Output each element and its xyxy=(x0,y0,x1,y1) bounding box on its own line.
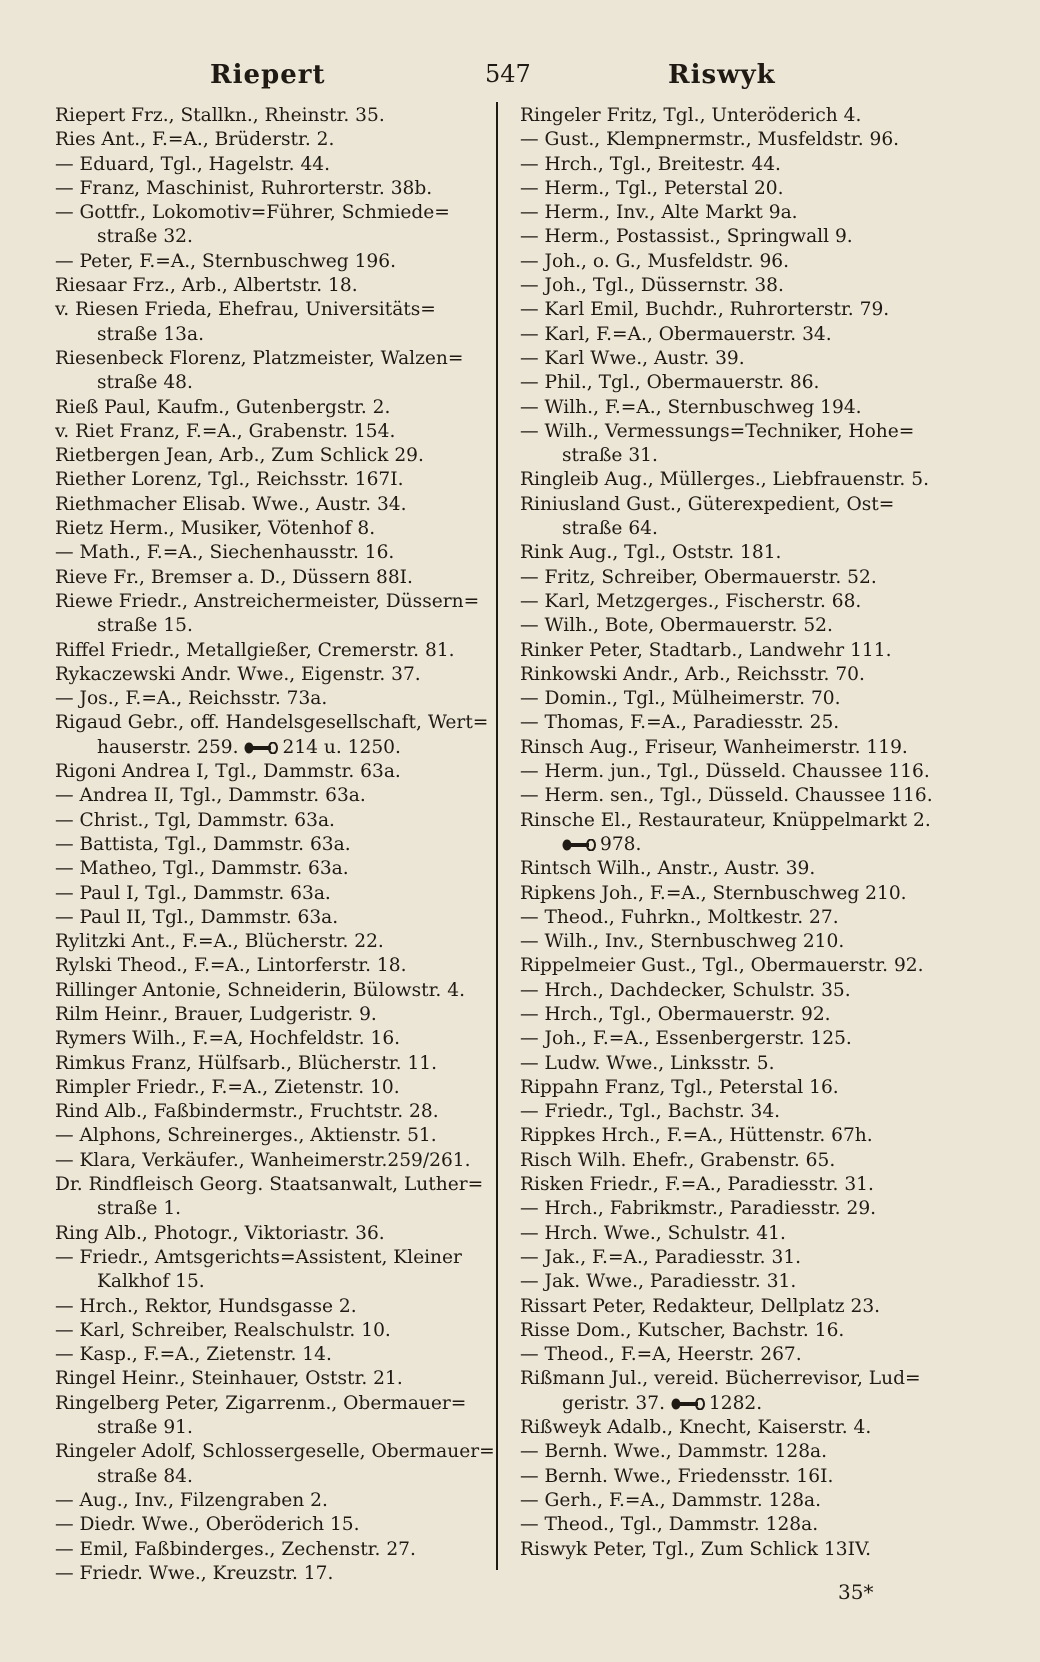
entry-text: Risch Wilh. Ehefr., Grabenstr. 65. xyxy=(520,1149,836,1171)
directory-entry-line xyxy=(55,1246,485,1270)
directory-entry-line xyxy=(520,1124,950,1148)
telephone-number: 978. xyxy=(600,833,642,855)
entry-text: Rykaczewski Andr. Wwe., Eigenstr. 37. xyxy=(55,663,421,685)
directory-entry-line xyxy=(55,1149,485,1173)
entry-text: — Jos., F.=A., Reichsstr. 73a. xyxy=(55,688,328,710)
entry-text: Riepert Frz., Stallkn., Rheinstr. 35. xyxy=(55,105,385,126)
directory-entry-line xyxy=(520,1538,950,1562)
directory-entry-line xyxy=(55,1465,485,1489)
entry-text: — Herm., Inv., Alte Markt 9a. xyxy=(520,202,798,224)
directory-entry-line xyxy=(55,809,485,833)
directory-entry-line xyxy=(520,1270,950,1294)
directory-entry-line xyxy=(55,225,485,249)
directory-entry-line xyxy=(520,371,950,395)
entry-text: Riether Lorenz, Tgl., Reichsstr. 167I. xyxy=(55,469,404,491)
entry-text: Rymers Wilh., F.=A, Hochfeldstr. 16. xyxy=(55,1028,401,1050)
entry-text: — Bernh. Wwe., Dammstr. 128a. xyxy=(520,1441,828,1463)
entry-text: — Thomas, F.=A., Paradiesstr. 25. xyxy=(520,712,840,734)
directory-entry-line xyxy=(520,517,950,541)
entry-text: Ringeler Adolf, Schlossergeselle, Obermauer= xyxy=(55,1441,495,1463)
directory-entry-line xyxy=(520,1489,950,1513)
entry-text: Riesenbeck Florenz, Platzmeister, Walzen= xyxy=(55,347,464,369)
directory-entry-line xyxy=(55,371,485,395)
entry-text: — Domin., Tgl., Mülheimerstr. 70. xyxy=(520,688,841,710)
directory-entry-line xyxy=(55,128,485,152)
entry-text: — Herm., Postassist., Springwall 9. xyxy=(520,226,853,248)
entry-text: — Paul II, Tgl., Dammstr. 63a. xyxy=(55,906,339,928)
entry-text: — Karl Wwe., Austr. 39. xyxy=(520,347,745,369)
entry-text: Ringelberg Peter, Zigarrenm., Obermauer= xyxy=(55,1392,467,1414)
directory-entry-line xyxy=(55,444,485,468)
directory-entry-line xyxy=(55,760,485,784)
directory-entry-line xyxy=(520,906,950,930)
telephone-icon xyxy=(671,1398,705,1410)
entry-text: — Hrch., Tgl., Breitestr. 44. xyxy=(520,153,781,175)
directory-entry-line xyxy=(55,1489,485,1513)
telephone-icon xyxy=(244,742,278,754)
entry-text: — Eduard, Tgl., Hagelstr. 44. xyxy=(55,153,331,175)
directory-entry-line xyxy=(520,1367,950,1391)
entry-text: straße 32. xyxy=(97,226,193,248)
entry-text: — Emil, Faßbinderges., Zechenstr. 27. xyxy=(55,1538,416,1560)
entry-text: Ringleib Aug., Müllerges., Liebfrauenstr. 5. xyxy=(520,469,929,491)
entry-text: — Friedr., Amtsgerichts=Assistent, Kleiner xyxy=(55,1246,462,1268)
entry-text: — Aug., Inv., Filzengraben 2. xyxy=(55,1489,328,1511)
footer-signature: 35* xyxy=(838,1580,874,1604)
directory-entry-line xyxy=(520,396,950,420)
directory-entry-line xyxy=(520,833,950,857)
directory-entry-line xyxy=(520,566,950,590)
entry-text: Rylski Theod., F.=A., Lintorferstr. 18. xyxy=(55,955,407,977)
directory-entry-line xyxy=(520,639,950,663)
entry-text: — Hrch., Fabrikmstr., Paradiesstr. 29. xyxy=(520,1198,877,1220)
entry-text: Rissart Peter, Redakteur, Dellplatz 23. xyxy=(520,1295,881,1317)
entry-text: — Joh., Tgl., Düssernstr. 38. xyxy=(520,275,784,297)
entry-text: — Gust., Klempnermstr., Musfeldstr. 96. xyxy=(520,129,900,151)
right-column xyxy=(520,104,950,1562)
page-number: 547 xyxy=(485,60,531,88)
directory-entry-line xyxy=(520,1173,950,1197)
entry-text: straße 91. xyxy=(97,1417,193,1439)
directory-entry-line xyxy=(55,930,485,954)
entry-text: Rillinger Antonie, Schneiderin, Bülowstr. 4. xyxy=(55,979,465,1001)
directory-entry-line xyxy=(520,493,950,517)
entry-text: — Hrch., Tgl., Obermauerstr. 92. xyxy=(520,1003,831,1025)
directory-entry-line xyxy=(520,298,950,322)
entry-text: Rigaud Gebr., off. Handelsgesellschaft, Wert= xyxy=(55,712,489,734)
directory-entry-line xyxy=(55,250,485,274)
entry-text: Rylitzki Ant., F.=A., Blücherstr. 22. xyxy=(55,931,384,953)
entry-text: — Jak., F.=A., Paradiesstr. 31. xyxy=(520,1246,802,1268)
directory-entry-line xyxy=(55,687,485,711)
header-right-keyword: Riswyk xyxy=(668,60,776,90)
directory-entry-line xyxy=(520,1416,950,1440)
directory-entry-line xyxy=(55,906,485,930)
entry-text: — Joh., o. G., Musfeldstr. 96. xyxy=(520,250,790,272)
entry-text: — Wilh., Bote, Obermauerstr. 52. xyxy=(520,615,833,637)
directory-entry-line xyxy=(520,1440,950,1464)
directory-entry-line xyxy=(520,1465,950,1489)
directory-entry-line xyxy=(55,784,485,808)
entry-text: Riesaar Frz., Arb., Albertstr. 18. xyxy=(55,275,358,297)
directory-entry-line xyxy=(520,1027,950,1051)
directory-entry-line xyxy=(55,1052,485,1076)
directory-entry-line xyxy=(55,1197,485,1221)
directory-entry-line xyxy=(520,590,950,614)
directory-entry-line xyxy=(55,517,485,541)
directory-entry-line xyxy=(55,979,485,1003)
entry-text: straße 13a. xyxy=(97,323,204,345)
entry-text: Rietbergen Jean, Arb., Zum Schlick 29. xyxy=(55,445,424,467)
entry-text: — Bernh. Wwe., Friedensstr. 16I. xyxy=(520,1465,834,1487)
entry-text: — Andrea II, Tgl., Dammstr. 63a. xyxy=(55,785,366,807)
entry-text: Rilm Heinr., Brauer, Ludgeristr. 9. xyxy=(55,1003,377,1025)
entry-text: — Phil., Tgl., Obermauerstr. 86. xyxy=(520,372,820,394)
entry-text: straße 1. xyxy=(97,1198,182,1220)
directory-entry-line xyxy=(520,1343,950,1367)
directory-entry-line xyxy=(520,784,950,808)
directory-entry-line xyxy=(520,104,950,128)
column-divider xyxy=(496,102,498,1570)
directory-entry-line xyxy=(520,1222,950,1246)
directory-entry-line xyxy=(55,736,485,760)
directory-entry-line xyxy=(55,201,485,225)
entry-text: straße 31. xyxy=(562,445,658,467)
entry-text: Rippahn Franz, Tgl., Peterstal 16. xyxy=(520,1076,839,1098)
entry-text: Kalkhof 15. xyxy=(97,1271,205,1293)
entry-text: — Matheo, Tgl., Dammstr. 63a. xyxy=(55,858,349,880)
entry-text: — Klara, Verkäufer., Wanheimerstr.259/261. xyxy=(55,1149,471,1171)
entry-text: Riewe Friedr., Anstreichermeister, Düssern= xyxy=(55,590,480,612)
directory-entry-line xyxy=(55,1270,485,1294)
directory-entry-line xyxy=(520,1003,950,1027)
entry-text: — Karl, Schreiber, Realschulstr. 10. xyxy=(55,1319,391,1341)
entry-text: — Ludw. Wwe., Linksstr. 5. xyxy=(520,1052,775,1074)
directory-entry-line xyxy=(55,857,485,881)
directory-entry-line xyxy=(520,663,950,687)
entry-text: Rietz Herm., Musiker, Vötenhof 8. xyxy=(55,518,376,540)
entry-text: Dr. Rindfleisch Georg. Staatsanwalt, Luther= xyxy=(55,1174,484,1196)
directory-entry-line xyxy=(520,687,950,711)
directory-entry-line xyxy=(55,711,489,735)
entry-text: — Theod., Fuhrkn., Moltkestr. 27. xyxy=(520,906,839,928)
directory-entry-line xyxy=(520,420,950,444)
entry-text: — Hrch., Dachdecker, Schulstr. 35. xyxy=(520,979,851,1001)
directory-entry-line xyxy=(55,1392,485,1416)
entry-text: — Battista, Tgl., Dammstr. 63a. xyxy=(55,833,351,855)
entry-text: — Theod., Tgl., Dammstr. 128a. xyxy=(520,1514,819,1536)
directory-entry-line xyxy=(55,833,485,857)
directory-entry-line xyxy=(55,614,485,638)
entry-text: straße 84. xyxy=(97,1465,193,1487)
directory-entry-line xyxy=(520,809,950,833)
entry-text: — Wilh., F.=A., Sternbuschweg 194. xyxy=(520,396,862,418)
entry-text: v. Riet Franz, F.=A., Grabenstr. 154. xyxy=(55,420,396,442)
directory-entry-line xyxy=(55,298,485,322)
directory-entry-line xyxy=(520,153,950,177)
directory-entry-line xyxy=(55,1562,485,1586)
directory-entry-line xyxy=(520,857,950,881)
directory-entry-line xyxy=(520,1295,950,1319)
directory-entry-line xyxy=(520,250,950,274)
entry-text: straße 48. xyxy=(97,372,193,394)
directory-entry-line xyxy=(55,468,485,492)
directory-entry-line xyxy=(520,201,950,225)
directory-entry-line xyxy=(55,1513,485,1537)
directory-entry-line xyxy=(520,1197,950,1221)
directory-entry-line xyxy=(520,882,950,906)
entry-text: — Jak. Wwe., Paradiesstr. 31. xyxy=(520,1271,797,1293)
directory-entry-line xyxy=(55,1440,495,1464)
directory-entry-line xyxy=(520,954,950,978)
directory-entry-line xyxy=(520,736,950,760)
entry-text: Rink Aug., Tgl., Oststr. 181. xyxy=(520,542,782,564)
directory-entry-line xyxy=(520,274,950,298)
directory-entry-line xyxy=(520,541,950,565)
entry-text: Risse Dom., Kutscher, Bachstr. 16. xyxy=(520,1319,845,1341)
entry-text: — Diedr. Wwe., Oberöderich 15. xyxy=(55,1514,360,1536)
entry-text: — Gerh., F.=A., Dammstr. 128a. xyxy=(520,1489,822,1511)
telephone-number: 1282. xyxy=(708,1392,763,1414)
directory-entry-line xyxy=(55,274,485,298)
directory-entry-line xyxy=(520,1513,950,1537)
entry-text: — Theod., F.=A, Heerstr. 267. xyxy=(520,1344,802,1366)
directory-entry-line xyxy=(520,614,950,638)
entry-text: Rimpler Friedr., F.=A., Zietenstr. 10. xyxy=(55,1076,400,1098)
directory-entry-line xyxy=(55,1295,485,1319)
directory-entry-line xyxy=(520,1246,950,1270)
entry-text: — Karl, Metzgerges., Fischerstr. 68. xyxy=(520,590,862,612)
entry-text: Rieve Fr., Bremser a. D., Düssern 88I. xyxy=(55,566,413,588)
directory-entry-line xyxy=(520,1392,950,1416)
entry-text: — Fritz, Schreiber, Obermauerstr. 52. xyxy=(520,566,877,588)
directory-entry-line xyxy=(55,1003,485,1027)
entry-text: straße 15. xyxy=(97,615,193,637)
directory-entry-line xyxy=(55,493,485,517)
entry-text: — Wilh., Inv., Sternbuschweg 210. xyxy=(520,931,845,953)
entry-text: Rippkes Hrch., F.=A., Hüttenstr. 67h. xyxy=(520,1125,873,1147)
directory-entry-line xyxy=(55,1343,485,1367)
directory-entry-line xyxy=(55,1538,485,1562)
entry-text: — Herm. sen., Tgl., Düsseld. Chaussee 116. xyxy=(520,785,933,807)
entry-text: Ringeler Fritz, Tgl., Unteröderich 4. xyxy=(520,105,862,126)
directory-entry-line xyxy=(520,347,950,371)
entry-text: Ripkens Joh., F.=A., Sternbuschweg 210. xyxy=(520,882,907,904)
header-left-keyword: Riepert xyxy=(210,60,326,90)
directory-entry-line xyxy=(55,663,485,687)
directory-entry-line xyxy=(520,1149,950,1173)
entry-text: — Paul I, Tgl., Dammstr. 63a. xyxy=(55,882,331,904)
entry-text: — Herm., Tgl., Peterstal 20. xyxy=(520,177,784,199)
directory-entry-line xyxy=(520,128,950,152)
directory-entry-line xyxy=(55,347,485,371)
left-column xyxy=(55,104,495,1586)
directory-entry-line xyxy=(55,104,485,128)
entry-text: — Hrch. Wwe., Schulstr. 41. xyxy=(520,1222,786,1244)
entry-text: Rißweyk Adalb., Knecht, Kaiserstr. 4. xyxy=(520,1417,872,1439)
directory-entry-line xyxy=(520,1076,950,1100)
directory-entry-line xyxy=(520,711,950,735)
directory-entry-line xyxy=(55,1124,485,1148)
directory-entry-line xyxy=(55,1367,485,1391)
directory-entry-line xyxy=(55,153,485,177)
directory-entry-line xyxy=(520,177,950,201)
entry-text: Rinker Peter, Stadtarb., Landwehr 111. xyxy=(520,639,892,661)
entry-text: Rinkowski Andr., Arb., Reichsstr. 70. xyxy=(520,663,865,685)
entry-text: — Wilh., Vermessungs=Techniker, Hohe= xyxy=(520,420,915,442)
entry-text: — Christ., Tgl, Dammstr. 63a. xyxy=(55,809,335,831)
entry-text: Riniusland Gust., Güterexpedient, Ost= xyxy=(520,493,895,515)
directory-entry-line xyxy=(55,566,485,590)
entry-text: — Franz, Maschinist, Ruhrorterstr. 38b. xyxy=(55,177,433,199)
entry-text: — Alphons, Schreinerges., Aktienstr. 51. xyxy=(55,1125,437,1147)
entry-text: hauserstr. 259. xyxy=(97,736,239,758)
entry-text: Rinsche El., Restaurateur, Knüppelmarkt 2. xyxy=(520,809,931,831)
entry-text: Rippelmeier Gust., Tgl., Obermauerstr. 92. xyxy=(520,955,924,977)
directory-entry-line xyxy=(520,930,950,954)
directory-entry-line xyxy=(520,1319,950,1343)
telephone-icon xyxy=(562,839,596,851)
directory-entry-line xyxy=(55,1100,485,1124)
entry-text: Ring Alb., Photogr., Viktoriastr. 36. xyxy=(55,1222,385,1244)
entry-text: Riethmacher Elisab. Wwe., Austr. 34. xyxy=(55,493,407,515)
entry-text: Rißmann Jul., vereid. Bücherrevisor, Lud= xyxy=(520,1368,921,1390)
entry-text: Riffel Friedr., Metallgießer, Cremerstr. 81. xyxy=(55,639,455,661)
entry-text: Riswyk Peter, Tgl., Zum Schlick 13IV. xyxy=(520,1538,872,1560)
entry-text: Rigoni Andrea I, Tgl., Dammstr. 63a. xyxy=(55,761,401,783)
directory-entry-line xyxy=(520,979,950,1003)
directory-entry-line xyxy=(55,541,485,565)
entry-text: straße 64. xyxy=(562,518,658,540)
entry-text: — Math., F.=A., Siechenhausstr. 16. xyxy=(55,542,395,564)
entry-text: v. Riesen Frieda, Ehefrau, Universitäts= xyxy=(55,299,436,321)
entry-text: — Friedr. Wwe., Kreuzstr. 17. xyxy=(55,1562,334,1584)
entry-text: geristr. 37. xyxy=(562,1392,665,1414)
directory-entry-line xyxy=(55,1076,485,1100)
entry-text: Ries Ant., F.=A., Brüderstr. 2. xyxy=(55,129,335,151)
entry-text: Rintsch Wilh., Anstr., Austr. 39. xyxy=(520,858,816,880)
directory-entry-line xyxy=(520,444,950,468)
directory-entry-line xyxy=(520,468,950,492)
telephone-number: 214 u. 1250. xyxy=(282,736,401,758)
entry-text: — Hrch., Rektor, Hundsgasse 2. xyxy=(55,1295,357,1317)
directory-entry-line xyxy=(55,1416,485,1440)
directory-entry-line xyxy=(520,760,950,784)
directory-entry-line xyxy=(55,323,485,347)
directory-entry-line xyxy=(55,590,485,614)
directory-entry-line xyxy=(520,1052,950,1076)
entry-text: — Herm. jun., Tgl., Düsseld. Chaussee 116. xyxy=(520,761,930,783)
entry-text: Risken Friedr., F.=A., Paradiesstr. 31. xyxy=(520,1174,874,1196)
directory-entry-line xyxy=(55,396,485,420)
directory-entry-line xyxy=(520,1100,950,1124)
entry-text: — Peter, F.=A., Sternbuschweg 196. xyxy=(55,250,396,272)
entry-text: Rimkus Franz, Hülfsarb., Blücherstr. 11. xyxy=(55,1052,438,1074)
entry-text: — Gottfr., Lokomotiv=Führer, Schmiede= xyxy=(55,202,450,224)
entry-text: — Kasp., F.=A., Zietenstr. 14. xyxy=(55,1344,332,1366)
directory-entry-line xyxy=(55,177,485,201)
entry-text: — Friedr., Tgl., Bachstr. 34. xyxy=(520,1101,781,1123)
directory-entry-line xyxy=(55,1319,485,1343)
entry-text: Rind Alb., Faßbindermstr., Fruchtstr. 28. xyxy=(55,1101,439,1123)
entry-text: Rinsch Aug., Friseur, Wanheimerstr. 119. xyxy=(520,736,908,758)
entry-text: Rieß Paul, Kaufm., Gutenbergstr. 2. xyxy=(55,396,391,418)
directory-entry-line xyxy=(55,954,485,978)
entry-text: — Karl Emil, Buchdr., Ruhrorterstr. 79. xyxy=(520,299,890,321)
directory-entry-line xyxy=(55,882,485,906)
entry-text: — Joh., F.=A., Essenbergerstr. 125. xyxy=(520,1028,852,1050)
entry-text: Ringel Heinr., Steinhauer, Oststr. 21. xyxy=(55,1368,403,1390)
directory-entry-line xyxy=(55,1173,485,1197)
entry-text: — Karl, F.=A., Obermauerstr. 34. xyxy=(520,323,832,345)
directory-entry-line xyxy=(520,323,950,347)
directory-entry-line xyxy=(55,420,485,444)
directory-entry-line xyxy=(520,225,950,249)
directory-entry-line xyxy=(55,639,485,663)
directory-entry-line xyxy=(55,1027,485,1051)
directory-entry-line xyxy=(55,1222,485,1246)
